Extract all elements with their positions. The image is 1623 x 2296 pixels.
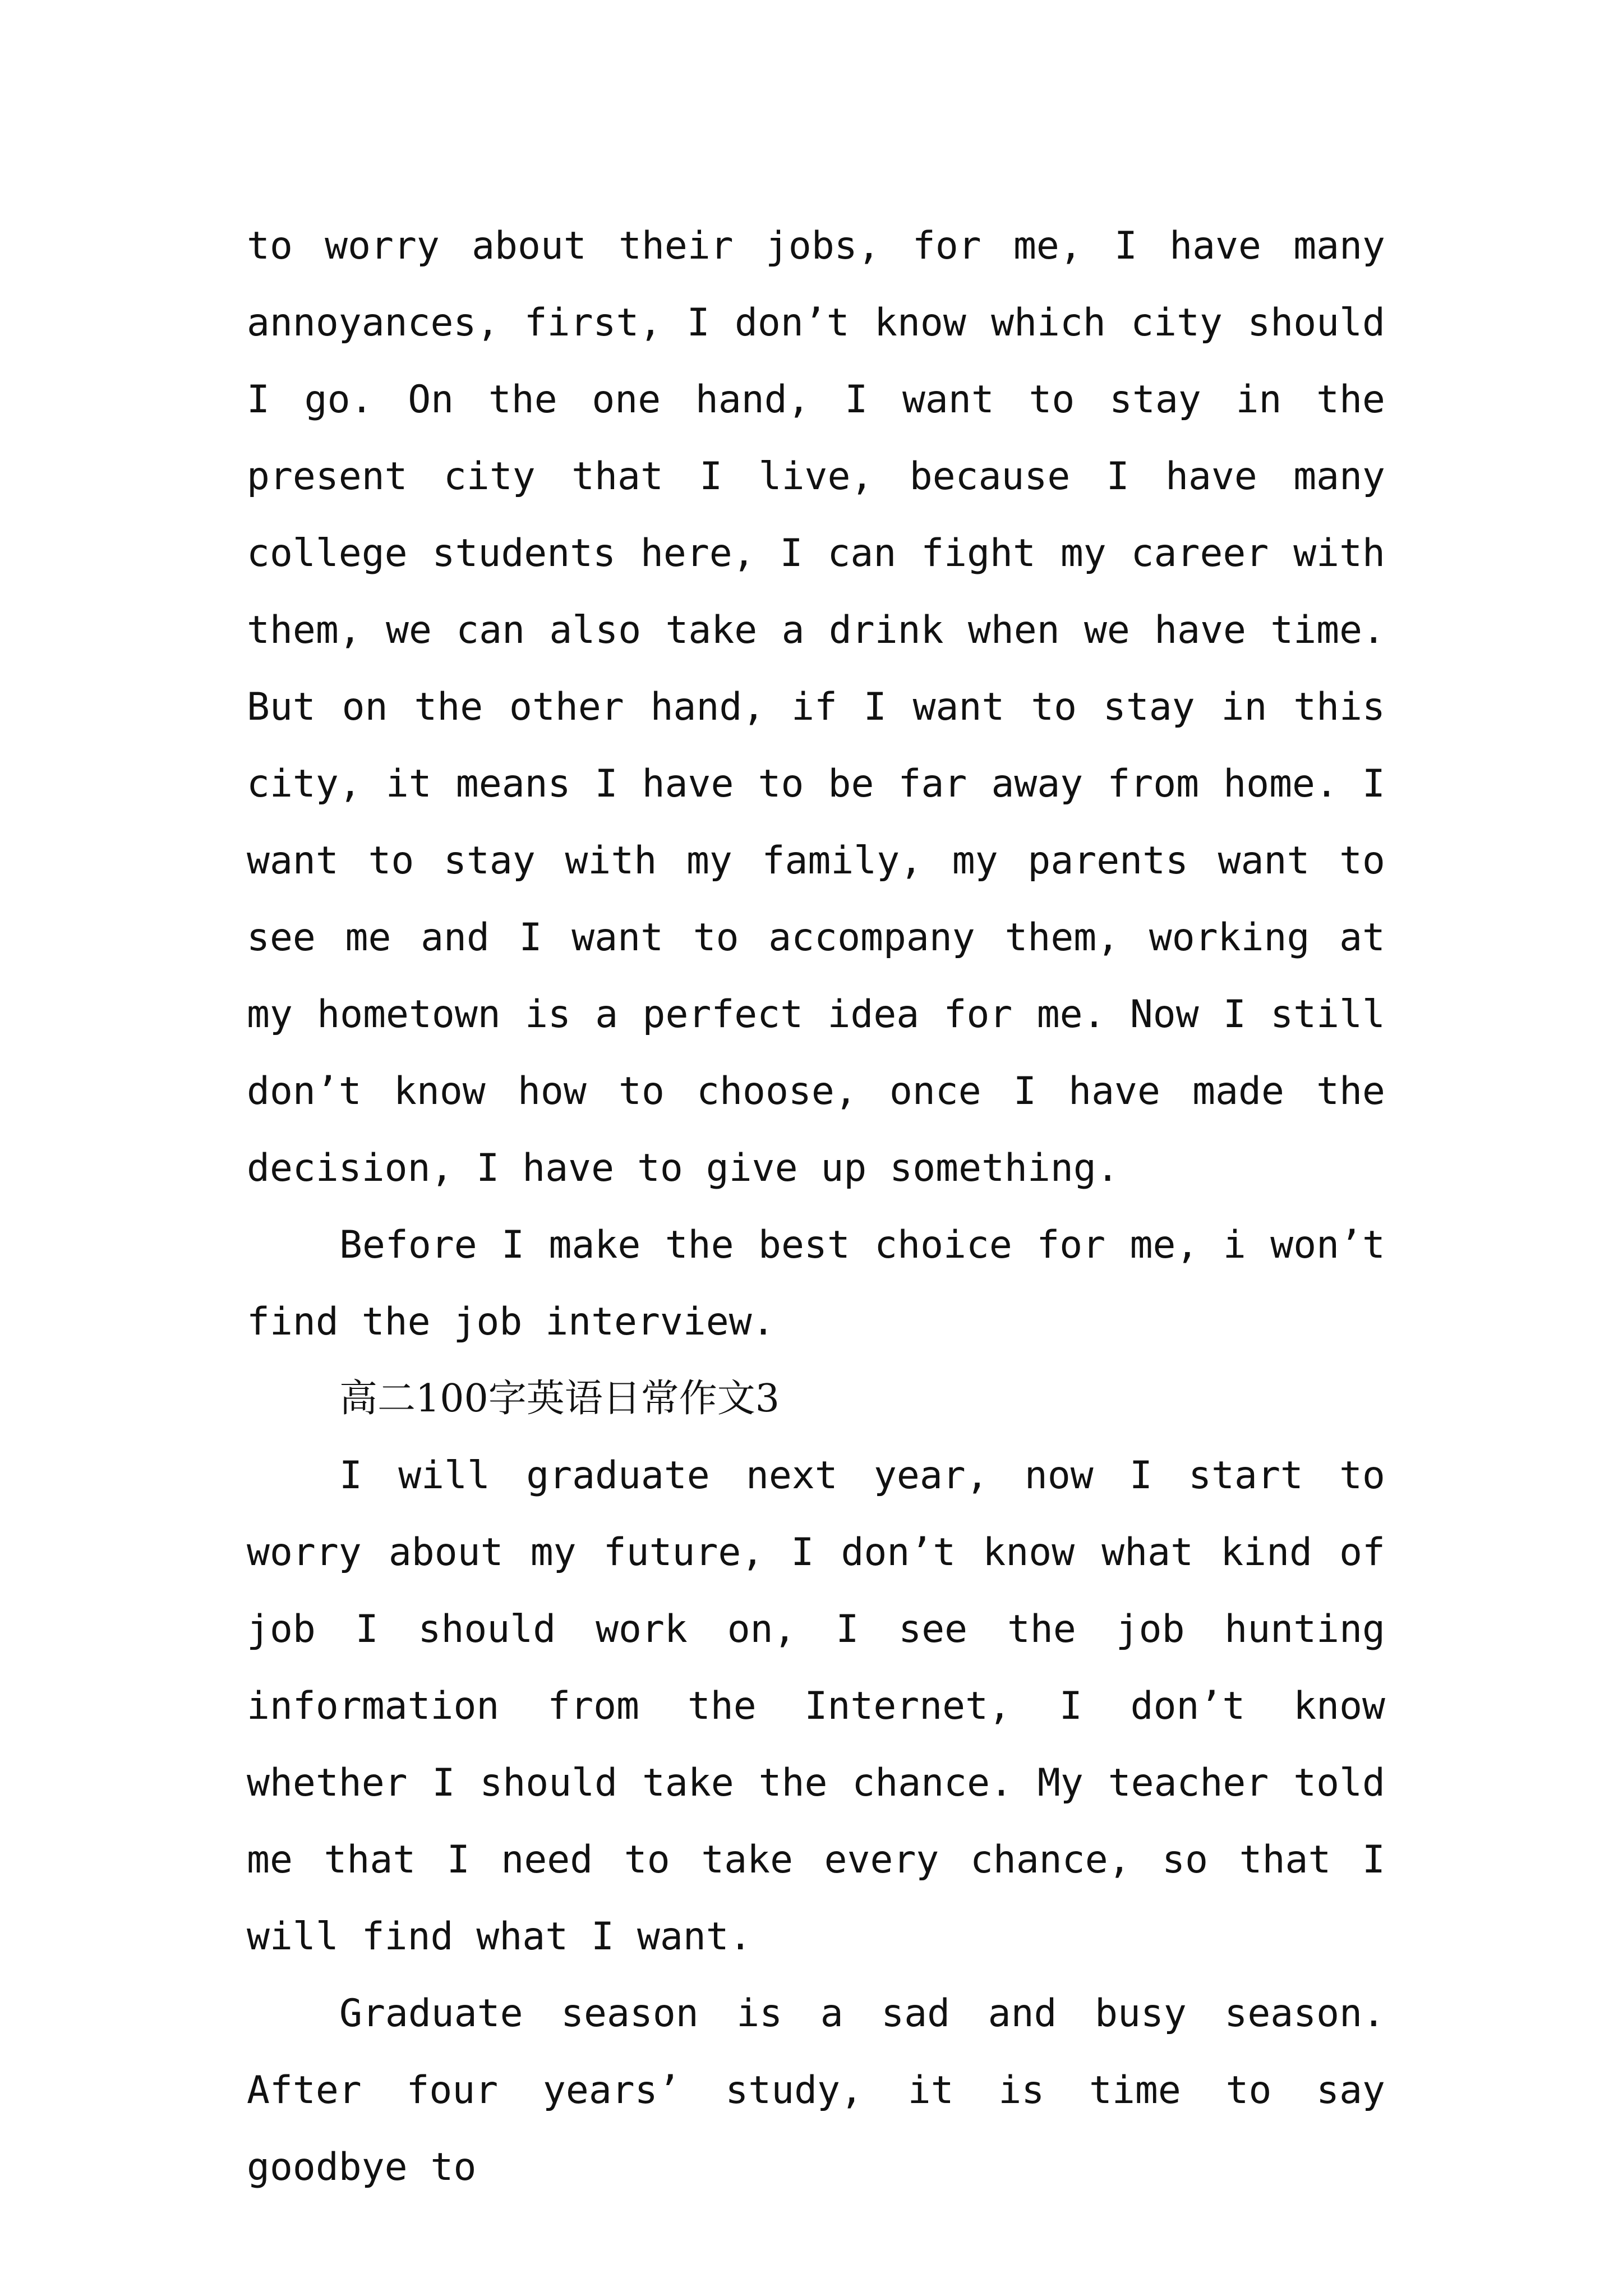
paragraph-graduate-season: Graduate season is a sad and busy season. After four years’ study, it is time to say goodbye to (247, 1991, 1385, 2189)
paragraph-graduate-next-year: I will graduate next year, now I start to worry about my future, I don’t know what kind of job I should work on, I see the job hunting information from the Internet, I don’t know whether I should take the chance. My teacher told me that I need to take every chance, so that I will find what I want. (247, 1453, 1385, 1959)
paragraph-best-choice: Before I make the best choice for me, i won’t find the job interview. (247, 1223, 1385, 1344)
essay-body (247, 208, 1385, 2206)
essay-heading: 高二100字英语日常作文3 (339, 1377, 780, 1421)
paragraph-continuation: to worry about their jobs, for me, I have many annoyances, first, I don’t know which city should I go. On the one hand, I want to stay in the present city that I live, because I have many college students here, I can fight my career with them, we can also take a drink when we have time. But on the other hand, if I want to stay in this city, it means I have to be far away from home. I want to stay with my family, my parents want to see me and I want to accompany them, working at my hometown is a perfect idea for me. Now I still don’t know how to choose, once I have made the decision, I have to give up something. (247, 224, 1385, 1190)
